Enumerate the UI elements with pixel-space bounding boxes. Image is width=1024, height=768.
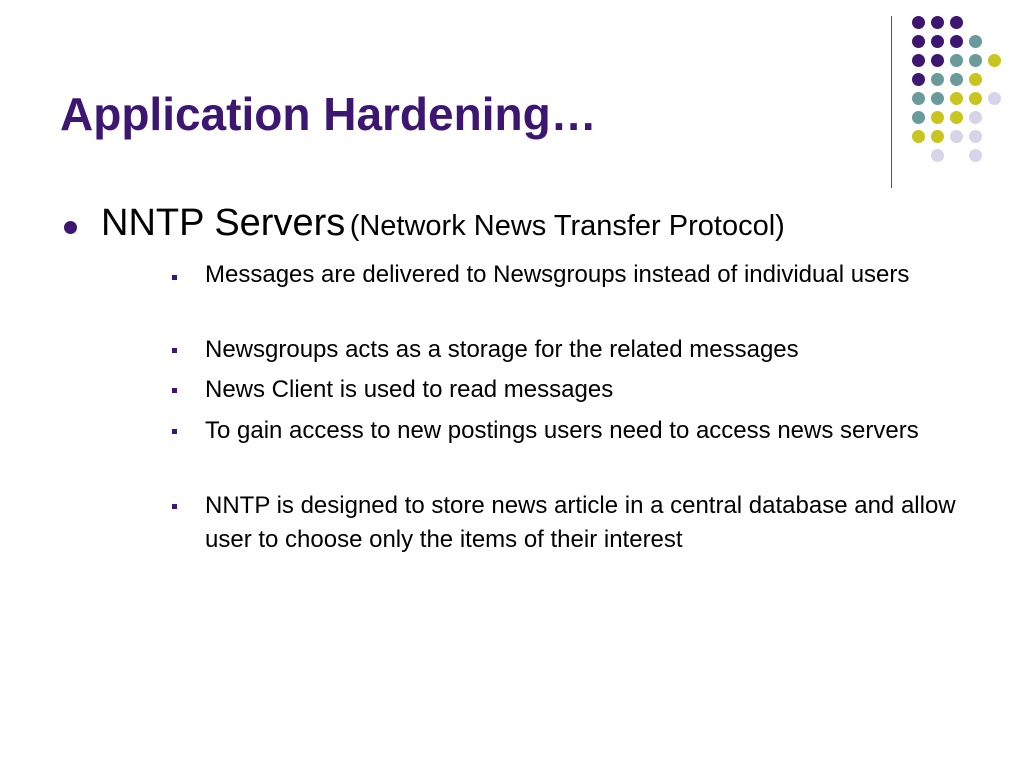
decor-dot <box>931 35 944 48</box>
sub-bullet-text: To gain access to new postings users need to access news servers <box>205 417 919 444</box>
decor-dot <box>912 54 925 67</box>
sub-bullet-text: NNTP is designed to store news article in a central database and allow user to choose only the items of their interest <box>205 492 956 553</box>
slide-title: Application Hardening… <box>60 88 597 140</box>
divider-line <box>891 16 892 188</box>
decor-dot <box>931 92 944 105</box>
decor-dot <box>912 73 925 86</box>
decor-dot <box>912 16 925 29</box>
decor-dot <box>950 92 963 105</box>
decor-dot <box>950 54 963 67</box>
decor-dot <box>969 130 982 143</box>
bullet-text <box>101 202 785 245</box>
square-bullet-icon <box>172 388 177 393</box>
decor-dot <box>969 111 982 124</box>
decor-dot <box>969 35 982 48</box>
decor-dot <box>969 92 982 105</box>
decor-dot <box>988 92 1001 105</box>
decor-dot <box>912 92 925 105</box>
decor-dot <box>912 130 925 143</box>
sub-bullet-text: News Client is used to read messages <box>205 376 614 403</box>
decor-dot <box>912 35 925 48</box>
square-bullet-icon <box>172 275 177 280</box>
sub-bullet-text: Messages are delivered to Newsgroups instead of individual users <box>205 261 910 288</box>
decor-dot <box>950 35 963 48</box>
decor-dot <box>969 73 982 86</box>
decor-dot <box>950 73 963 86</box>
decor-dot <box>988 54 1001 67</box>
decor-dot <box>969 149 982 162</box>
bullet-main-text: NNTP Servers <box>101 202 346 244</box>
decor-dot <box>950 16 963 29</box>
decor-dot <box>931 111 944 124</box>
bullet-paren-text: (Network News Transfer Protocol) <box>349 210 785 242</box>
decor-dot <box>950 111 963 124</box>
square-bullet-icon <box>172 348 177 353</box>
decor-dot <box>931 149 944 162</box>
decor-dot <box>969 54 982 67</box>
decor-dot <box>931 16 944 29</box>
decor-dot <box>931 73 944 86</box>
decor-dot <box>912 111 925 124</box>
round-bullet-icon <box>64 221 77 234</box>
square-bullet-icon <box>172 429 177 434</box>
sub-bullet-text: Newsgroups acts as a storage for the related messages <box>205 336 799 363</box>
decor-dot <box>931 130 944 143</box>
square-bullet-icon <box>172 504 177 509</box>
decor-dot <box>950 130 963 143</box>
decor-dot <box>931 54 944 67</box>
